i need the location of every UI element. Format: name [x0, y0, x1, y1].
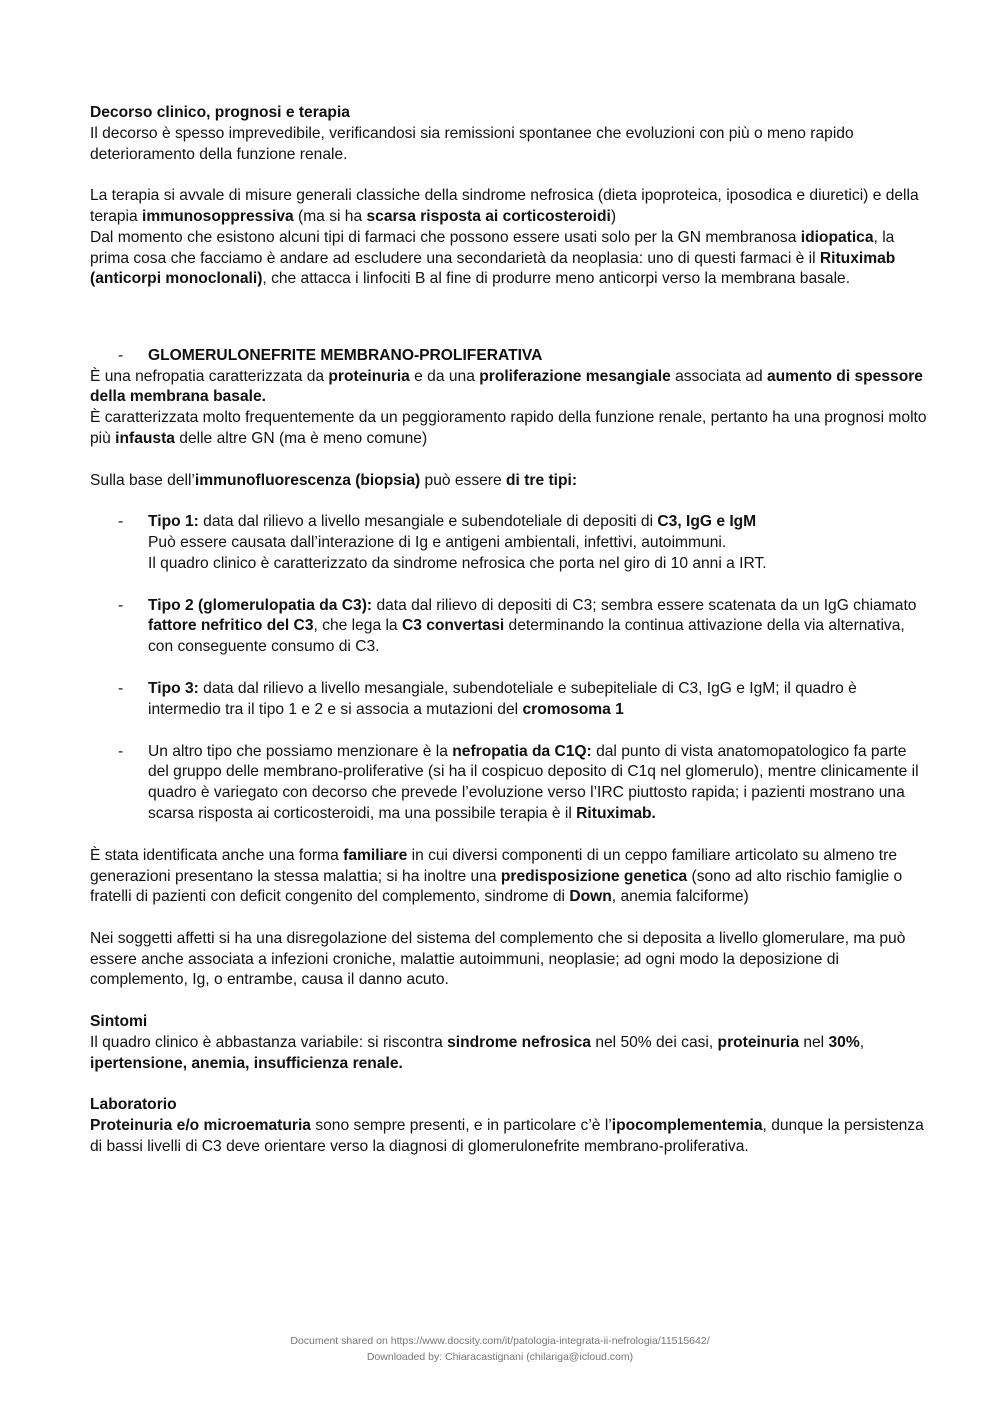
- list-item-c1q: [90, 742, 930, 825]
- list-item-text: Un altro tipo che possiamo menzionare è la nefropatia da C1Q: dal punto di vista anatomopatologico fa parte del gruppo delle membrano-proliferative (si ha il cospicuo deposito di C1q nel glomerulo), mentre clinicamente il quadro è variegato con decorso che prevede l’evoluzione verso l’IRC piuttosto rapida; i pazienti mostrano una scarsa risposta ai corticosteroidi, ma una possibile terapia è il Rituximab.: [148, 742, 919, 822]
- paragraph-decorso: Il decorso è spesso imprevedibile, verificandosi sia remissioni spontanee che evoluzioni con più o meno rapido deterioramento della funzione renale.: [90, 124, 854, 163]
- section-heading-laboratorio: Laboratorio: [90, 1096, 177, 1114]
- paragraph-prognosi: È caratterizzata molto frequentemente da un peggioramento rapido della funzione renale, pertanto ha una prognosi molto più infausta delle altre GN (ma è meno comune): [90, 409, 927, 447]
- paragraph-sintomi: Il quadro clinico è abbastanza variabile: si riscontra sindrome nefrosica nel 50% dei casi, proteinuria nel 30%, ipertensione, anemia, insufficienza renale.: [90, 1033, 865, 1072]
- footer-source-link[interactable]: Document shared on https://www.docsity.com/it/patologia-integrata-ii-nefrologia/11515642/: [290, 1335, 710, 1347]
- paragraph-familiare: È stata identificata anche una forma familiare in cui diversi componenti di un ceppo familiare articolato su almeno tre generazioni presentano la stessa malattia; si ha inoltre una predisposizione genetica (sono ad alto rischio famiglie o fratelli di pazienti con deficit congenito del complemento, sindrome di Down, anemia falciforme): [90, 846, 903, 906]
- footer-download-info: Downloaded by: Chiaracastignani (chilariga@icloud.com): [366, 1351, 634, 1363]
- list-dash: -: [118, 742, 124, 760]
- list-dash: -: [118, 596, 124, 614]
- list-item-text: Tipo 2 (glomerulopatia da C3): data dal rilievo di depositi di C3; sembra essere scatenata da un IgG chiamato fattore nefritico del C3, che lega la C3 convertasi determinando la continua attivazione della via alternativa, con conseguente consumo di C3.: [148, 596, 917, 656]
- paragraph-laboratorio: Proteinuria e/o microematuria sono sempre presenti, e in particolare c’è l’ipocomplementemia, dunque la persistenza di bassi livelli di C3 deve orientare verso la diagnosi di glomerulonefrite membrano-proliferativa.: [90, 1117, 924, 1155]
- paragraph-complemento: Nei soggetti affetti si ha una disregolazione del sistema del complemento che si deposita a livello glomerulare, ma può essere anche associata a infezioni croniche, malattie autoimmuni, neoplasie; ad ogni modo la deposizione di complemento, Ig, o entrambe, causa il danno acuto.: [90, 929, 906, 989]
- paragraph-immunofluorescenza: Sulla base dell’immunofluorescenza (biopsia) può essere di tre tipi:: [90, 471, 578, 489]
- list-dash: -: [118, 346, 124, 364]
- paragraph-definizione: È una nefropatia caratterizzata da proteinuria e da una proliferazione mesangiale associata ad aumento di spessore della membrana basale.: [90, 367, 923, 406]
- document-page: [90, 103, 930, 1158]
- footer: [0, 1333, 1000, 1365]
- list-dash: -: [118, 679, 124, 697]
- list-dash: -: [118, 513, 124, 531]
- list-item-tipo-2: [90, 596, 930, 658]
- section-title-gn-mp: [90, 346, 930, 367]
- list-item-tipo-3: [90, 679, 930, 721]
- paragraph-terapia: La terapia si avvale di misure generali classiche della sindrome nefrosica (dieta ipoproteica, iposodica e diuretici) e della terapia immunosoppressiva (ma si ha scarsa risposta ai corticosteroidi): [90, 187, 919, 225]
- types-list: [90, 512, 930, 825]
- section-heading-decorso: Decorso clinico, prognosi e terapia: [90, 104, 350, 121]
- list-item-text: Tipo 3: data dal rilievo a livello mesangiale, subendoteliale e subepiteliale di C3, IgG e IgM; il quadro è intermedio tra il tipo 1 e 2 e si associa a mutazioni del cromosoma 1: [148, 679, 857, 718]
- list-item-text: Tipo 1: data dal rilievo a livello mesangiale e subendoteliale di depositi di C3, IgG e IgM Può essere causata dall’interazione di Ig e antigeni ambientali, infettivi, autoimmuni. Il quadro clinico è caratterizzato da sindrome nefrosica che porta nel giro di 10 anni a IRT.: [148, 513, 767, 572]
- paragraph-rituximab: Dal momento che esistono alcuni tipi di farmaci che possono essere usati solo per la GN membranosa idiopatica, la prima cosa che facciamo è andare ad escludere una secondarietà da neoplasia: uno di questi farmaci è il Rituximab (anticorpi monoclonali), che attacca i linfociti B al fine di produrre meno anticorpi verso la membrana basale.: [90, 228, 896, 288]
- section-heading-sintomi: Sintomi: [90, 1013, 148, 1031]
- list-item-tipo-1: [90, 512, 930, 574]
- section-title-text: GLOMERULONEFRITE MEMBRANO-PROLIFERATIVA: [148, 346, 543, 364]
